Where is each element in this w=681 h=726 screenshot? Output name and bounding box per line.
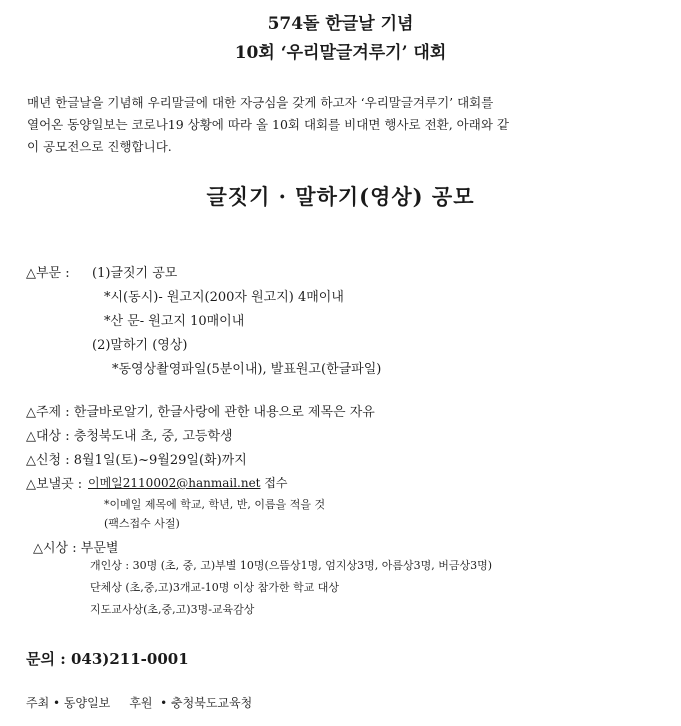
- awards-group: 단체상 (초,중,고)3개교-10명 이상 참가한 학교 대상: [90, 581, 340, 594]
- document-title-line1: 574돌 한글날 기념: [267, 14, 414, 34]
- organizers-line: 주최 • 동양일보 후원 • 충청북도교육청: [26, 696, 253, 710]
- submission-email[interactable]: 이메일2110002@hanmail.net: [88, 476, 261, 490]
- division-poetry: *시(동시)- 원고지(200자 원고지) 4매이내: [104, 290, 344, 305]
- document-title-line2: 10회 ‘우리말글겨루기’ 대회: [234, 43, 447, 63]
- awards-label: △시상 : 부문별: [33, 541, 119, 556]
- intro-paragraph: [27, 92, 667, 158]
- awards-teacher: 지도교사상(초,중,고)3명-교육감상: [90, 603, 255, 616]
- submission-address: [88, 474, 288, 491]
- division-writing-title: (1)글짓기 공모: [92, 266, 178, 281]
- division-label: △부문 :: [26, 266, 70, 281]
- awards-individual: 개인상 : 30명 (초, 중, 고)부별 10명(으뜸상1명, 엄지상3명, 아름상3명, 버금상3명): [90, 559, 493, 572]
- division-speech-title: (2)말하기 (영상): [92, 338, 188, 353]
- submission-fax-note: (팩스접수 사절): [104, 517, 180, 530]
- submission-suffix: 접수: [264, 476, 288, 490]
- submission-label: △보낼곳 :: [26, 477, 83, 492]
- submission-note: *이메일 제목에 학교, 학년, 반, 이름을 적을 것: [104, 498, 326, 511]
- topic-line: △주제 : 한글바로알기, 한글사랑에 관한 내용으로 제목은 자유: [26, 405, 375, 420]
- contest-heading: 글짓기 · 말하기(영상) 공모: [206, 184, 475, 209]
- division-speech-desc: *동영상촬영파일(5분이내), 발표원고(한글파일): [112, 362, 382, 377]
- eligibility-line: △대상 : 충청북도내 초, 중, 고등학생: [26, 429, 233, 444]
- intro-line: 열어온 동양일보는 코로나19 상황에 따라 올 10회 대회를 비대면 행사로 전환, 아래와 같: [27, 117, 509, 132]
- intro-line: 매년 한글날을 기념해 우리말글에 대한 자긍심을 갖게 하고자 ‘우리말글겨루기’ 대회를: [27, 95, 494, 110]
- division-prose: *산 문- 원고지 10매이내: [104, 314, 245, 329]
- period-line: △신청 : 8월1일(토)~9월29일(화)까지: [26, 453, 247, 468]
- intro-line: 이 공모전으로 진행합니다.: [27, 139, 172, 154]
- contact-line: 문의 : 043)211-0001: [26, 650, 189, 668]
